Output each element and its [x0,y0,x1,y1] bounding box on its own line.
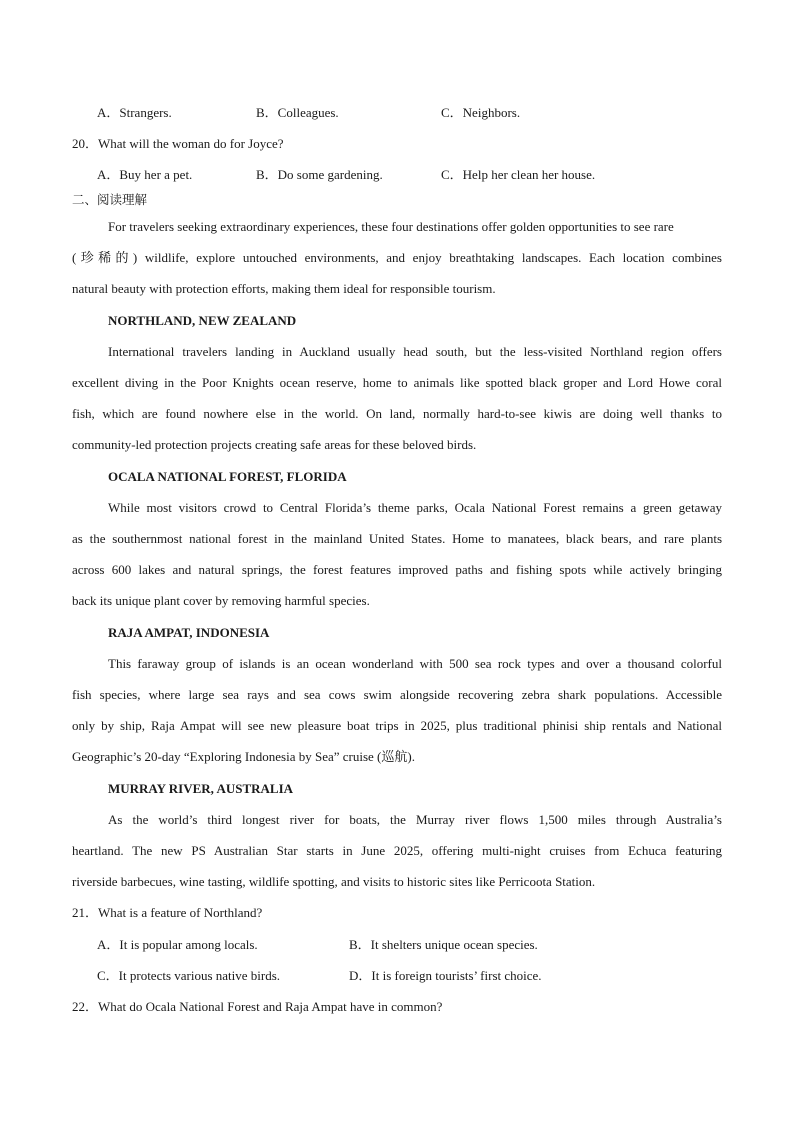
paragraph-line: Geographic’s 20-day “Exploring Indonesia by Sea” cruise (巡航). [72,749,415,764]
q20-stem: 20．What will the woman do for Joyce? [72,136,284,151]
paragraph-line: as the southernmost national forest in the mainland United States. Home to manatees, black bears, and rare plants [72,531,722,546]
paragraph-line: riverside barbecues, wine tasting, wildlife spotting, and visits to historic sites like Perricoota Station. [72,874,596,889]
paragraph-line: community-led protection projects creating safe areas for these beloved birds. [72,437,477,452]
q21-option-b[interactable]: B．It shelters unique ocean species. [349,937,538,952]
q20-option-a[interactable]: A．Buy her a pet. [97,167,193,182]
destination-heading: MURRAY RIVER, AUSTRALIA [108,781,294,796]
paragraph-line: International travelers landing in Auckland usually head south, but the less-visited Northland region offers [108,344,722,359]
q21-option-a[interactable]: A．It is popular among locals. [97,937,258,952]
q20-option-b[interactable]: B．Do some gardening. [256,167,383,182]
paragraph-line: heartland. The new PS Australian Star starts in June 2025, offering multi-night cruises from Echuca featuring [72,843,722,858]
paragraph-line: This faraway group of islands is an ocean wonderland with 500 sea rock types and over a thousand colorful [108,656,722,671]
intro-line: natural beauty with protection efforts, making them ideal for responsible tourism. [72,281,496,296]
q20-option-c[interactable]: C．Help her clean her house. [441,167,596,182]
paragraph-line: back its unique plant cover by removing harmful species. [72,593,370,608]
section-title: 二、阅读理解 [72,192,148,207]
q21-option-c[interactable]: C．It protects various native birds. [97,968,281,983]
destination-heading: RAJA AMPAT, INDONESIA [108,625,270,640]
paragraph-line: across 600 lakes and natural springs, the forest features improved paths and fishing spots while actively bringing [72,562,722,577]
paragraph-line: As the world’s third longest river for boats, the Murray river flows 1,500 miles through Australia’s [108,812,722,827]
q19-option-c[interactable]: C．Neighbors. [441,105,521,120]
q21-option-d[interactable]: D．It is foreign tourists’ first choice. [349,968,542,983]
paragraph-line: fish, which are found nowhere else in the world. On land, normally hard-to-see kiwis are doing well thanks to [72,406,722,421]
destination-heading: NORTHLAND, NEW ZEALAND [108,313,297,328]
q19-option-a[interactable]: A．Strangers. [97,105,172,120]
paragraph-line: fish species, where large sea rays and sea cows swim alongside recovering zebra shark populations. Accessible [72,687,722,702]
intro-line: For travelers seeking extraordinary experiences, these four destinations offer golden opportunities to see rare [108,219,674,234]
paragraph-line: excellent diving in the Poor Knights ocean reserve, home to animals like spotted black groper and Lord Howe coral [72,375,722,390]
paragraph-line: only by ship, Raja Ampat will see new pleasure boat trips in 2025, plus traditional phinisi ship rentals and National [72,718,722,733]
intro-line: (珍稀的) wildlife, explore untouched environments, and enjoy breathtaking landscapes. Each location combines [72,250,722,265]
q22-stem: 22．What do Ocala National Forest and Raja Ampat have in common? [72,999,443,1014]
destination-heading: OCALA NATIONAL FOREST, FLORIDA [108,469,347,484]
q19-option-b[interactable]: B．Colleagues. [256,105,339,120]
q21-stem: 21．What is a feature of Northland? [72,905,263,920]
paragraph-line: While most visitors crowd to Central Florida’s theme parks, Ocala National Forest remains a green getaway [108,500,722,515]
